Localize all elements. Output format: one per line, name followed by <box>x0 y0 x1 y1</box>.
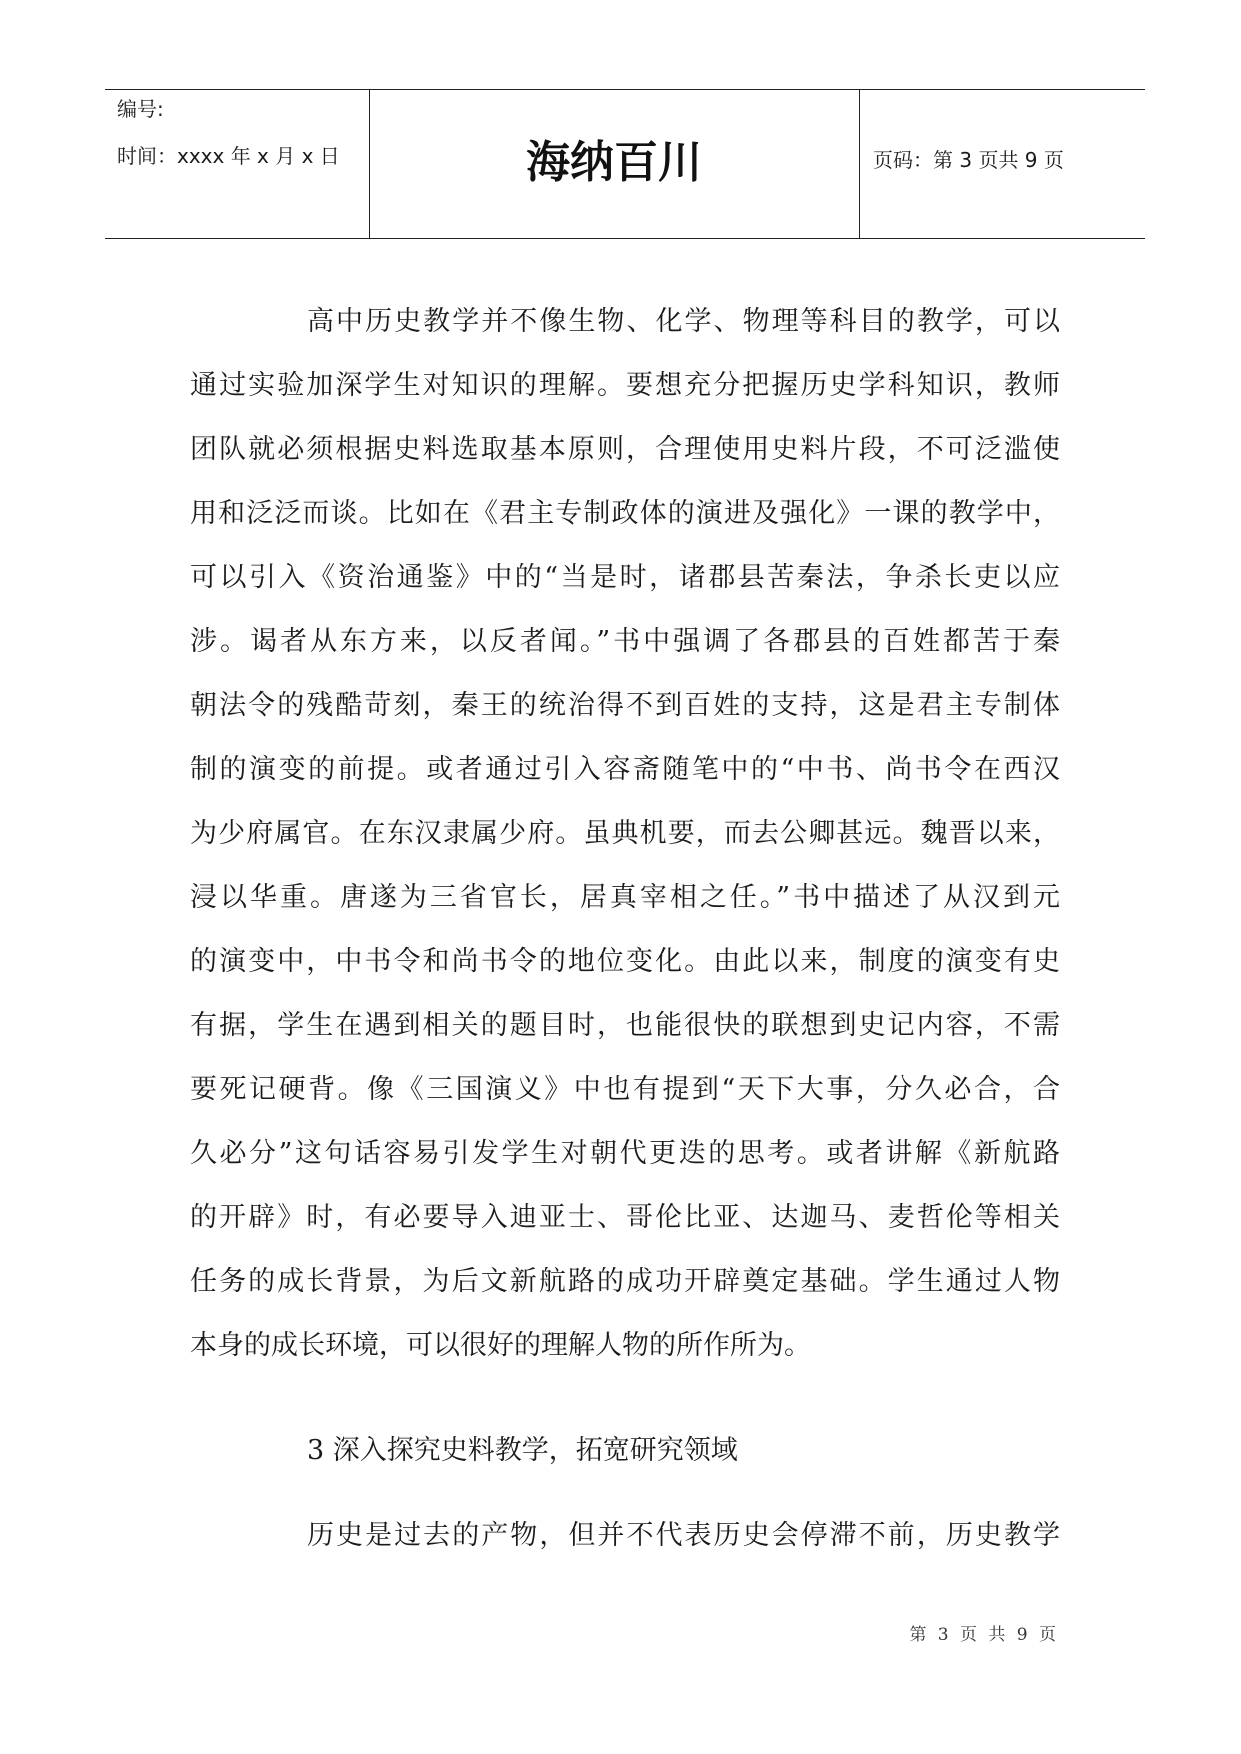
text-line: 用和泛泛而谈。比如在《君主专制政体的演进及强化》一课的教学中， <box>190 498 1060 529</box>
text-line: 要死记硬背。像《三国演义》中也有提到“天下大事，分久必合，合 <box>190 1074 1060 1105</box>
text-line: 的演变中，中书令和尚书令的地位变化。由此以来，制度的演变有史 <box>190 946 1060 977</box>
header-title: 海纳百川 <box>526 137 702 188</box>
text-line: 任务的成长背景，为后文新航路的成功开辟奠定基础。学生通过人物 <box>190 1266 1060 1297</box>
text-line: 高中历史教学并不像生物、化学、物理等科目的教学，可以 <box>307 306 1060 337</box>
header-divider-right <box>859 90 860 238</box>
text-line: 制的演变的前提。或者通过引入容斋随笔中的“中书、尚书令在西汉 <box>190 754 1060 785</box>
text-line: 有据，学生在遇到相关的题目时，也能很快的联想到史记内容，不需 <box>190 1010 1060 1041</box>
text-line: 可以引入《资治通鉴》中的“当是时，诸郡县苦秦法，争杀长吏以应 <box>190 562 1060 593</box>
body-paragraph-1 <box>190 290 1060 1378</box>
text-line: 为少府属官。在东汉隶属少府。虽典机要，而去公卿甚远。魏晋以来， <box>190 818 1060 849</box>
text-line: 涉。谒者从东方来，以反者闻。”书中强调了各郡县的百姓都苦于秦 <box>190 626 1060 657</box>
section-heading: 3 深入探究史料教学，拓宽研究领域 <box>307 1435 738 1466</box>
text-line: 历史是过去的产物，但并不代表历史会停滞不前，历史教学 <box>307 1520 1060 1551</box>
header-page-indicator: 页码：第 3 页共 9 页 <box>873 148 1064 172</box>
page-header <box>105 89 1145 239</box>
text-line: 浸以华重。唐遂为三省官长，居真宰相之任。”书中描述了从汉到元 <box>190 882 1060 913</box>
document-id-label: 编号: <box>117 97 164 121</box>
text-line: 通过实验加深学生对知识的理解。要想充分把握历史学科知识，教师 <box>190 370 1060 401</box>
page-footer: 第 3 页 共 9 页 <box>909 1625 1059 1645</box>
text-line: 久必分”这句话容易引发学生对朝代更迭的思考。或者讲解《新航路 <box>190 1138 1060 1169</box>
text-line: 的开辟》时，有必要导入迪亚士、哥伦比亚、达迦马、麦哲伦等相关 <box>190 1202 1060 1233</box>
text-line: 团队就必须根据史料选取基本原则，合理使用史料片段，不可泛滥使 <box>190 434 1060 465</box>
text-line: 本身的成长环境，可以很好的理解人物的所作所为。 <box>190 1330 811 1361</box>
body-paragraph-2 <box>190 1504 1060 1568</box>
text-line: 朝法令的残酷苛刻，秦王的统治得不到百姓的支持，这是君主专制体 <box>190 690 1060 721</box>
document-date-label: 时间：xxxx 年 x 月 x 日 <box>117 144 340 168</box>
